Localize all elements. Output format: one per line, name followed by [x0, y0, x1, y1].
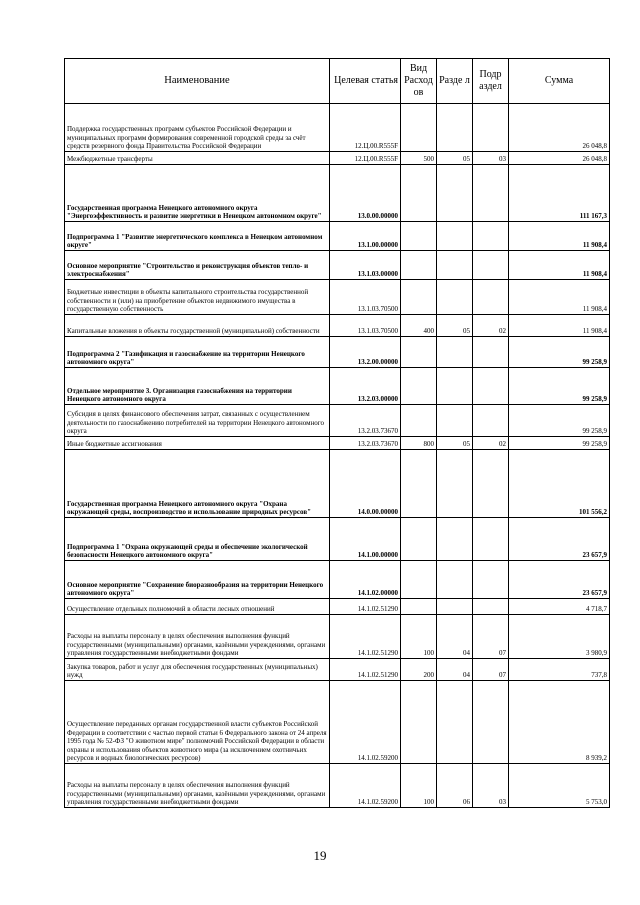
- table-row: [65, 315, 610, 337]
- row-name: Закупка товаров, работ и услуг для обеспечения государственных (муниципальных) нужд: [65, 659, 330, 681]
- row-subsection: [473, 104, 509, 152]
- row-name: Капитальные вложения в объекты государственной (муниципальной) собственности: [65, 315, 330, 337]
- row-section: 06: [437, 764, 473, 808]
- row-sum: 11 908,4: [509, 251, 610, 280]
- row-subsection: [473, 165, 509, 222]
- row-name: Государственная программа Ненецкого автономного округа "Энергоэффективность и развитие энергетики в Ненецком автономном округе": [65, 165, 330, 222]
- row-expense-type: [401, 251, 437, 280]
- table-row: [65, 152, 610, 165]
- table-row: [65, 450, 610, 518]
- row-name: Основное мероприятие "Сохранение биоразнообразия на территории Ненецкого автономного округа": [65, 561, 330, 599]
- table-row: [65, 165, 610, 222]
- row-expense-type: [401, 368, 437, 405]
- row-section: [437, 104, 473, 152]
- row-name: Поддержка государственных программ субъектов Российской Федерации и муниципальных программ формирования современной городской среды за счёт средств резервного фонда Правительства Российской Федерации: [65, 104, 330, 152]
- row-section: 05: [437, 437, 473, 450]
- row-expense-type: 200: [401, 659, 437, 681]
- row-expense-type: [401, 337, 437, 368]
- page-number: 19: [313, 848, 327, 863]
- row-subsection: [473, 450, 509, 518]
- row-expense-type: [401, 104, 437, 152]
- row-sum: 3 980,9: [509, 615, 610, 659]
- row-section: [437, 561, 473, 599]
- table-row: [65, 764, 610, 808]
- row-expense-type: [401, 280, 437, 315]
- row-name: Основное мероприятие "Строительство и реконструкция объектов тепло- и электроснабжения": [65, 251, 330, 280]
- row-expense-type: 100: [401, 615, 437, 659]
- row-target-article: 14.1.00.00000: [330, 518, 401, 561]
- row-expense-type: [401, 405, 437, 437]
- row-subsection: [473, 337, 509, 368]
- row-sum: 99 258,9: [509, 437, 610, 450]
- row-sum: 11 908,4: [509, 222, 610, 251]
- budget-table: [64, 58, 610, 808]
- row-name: Осуществление переданных органам государственной власти субъектов Российской Федерации в соответствии с частью первой статьи 6 Федерального закона от 24 апреля 1995 года № 52-ФЗ "О животном мире" полномочий Российской Федерации в области охраны и использования объектов животного мира (за исключением охотничьих ресурсов и водных биологических ресурсов): [65, 681, 330, 764]
- row-section: [437, 337, 473, 368]
- row-subsection: [473, 599, 509, 615]
- table-row: [65, 222, 610, 251]
- row-subsection: [473, 222, 509, 251]
- row-sum: 99 258,9: [509, 405, 610, 437]
- table-row: [65, 615, 610, 659]
- row-target-article: 13.1.00.00000: [330, 222, 401, 251]
- row-subsection: 03: [473, 152, 509, 165]
- row-subsection: [473, 280, 509, 315]
- header-subsection: Подр аздел: [473, 59, 509, 104]
- row-expense-type: [401, 518, 437, 561]
- row-name: Подпрограмма 1 "Охрана окружающей среды и обеспечение экологической безопасности Ненецкого автономного округа": [65, 518, 330, 561]
- table-row: [65, 337, 610, 368]
- row-name: Подпрограмма 1 "Развитие энергетического комплекса в Ненецком автономном округе": [65, 222, 330, 251]
- row-section: [437, 405, 473, 437]
- row-target-article: 13.2.03.73670: [330, 405, 401, 437]
- row-name: Субсидия в целях финансового обеспечения затрат, связанных с осуществлением деятельности по газоснабжению потребителей на территории Ненецкого автономного округа: [65, 405, 330, 437]
- header-sum: Сумма: [509, 59, 610, 104]
- row-sum: 11 908,4: [509, 315, 610, 337]
- row-name: Осуществление отдельных полномочий в области лесных отношений: [65, 599, 330, 615]
- row-target-article: 14.1.02.51290: [330, 659, 401, 681]
- row-expense-type: [401, 561, 437, 599]
- row-expense-type: [401, 165, 437, 222]
- row-expense-type: 800: [401, 437, 437, 450]
- table-row: [65, 681, 610, 764]
- row-sum: 111 167,3: [509, 165, 610, 222]
- row-expense-type: 500: [401, 152, 437, 165]
- row-target-article: 14.1.02.59200: [330, 681, 401, 764]
- row-section: [437, 222, 473, 251]
- row-section: [437, 280, 473, 315]
- row-section: 04: [437, 615, 473, 659]
- row-sum: 5 753,0: [509, 764, 610, 808]
- row-subsection: [473, 251, 509, 280]
- row-section: [437, 368, 473, 405]
- header-target-article: Целевая статья: [330, 59, 401, 104]
- row-section: [437, 251, 473, 280]
- row-section: [437, 599, 473, 615]
- row-sum: 99 258,9: [509, 337, 610, 368]
- row-target-article: 13.0.00.00000: [330, 165, 401, 222]
- table-row: [65, 251, 610, 280]
- table-row: [65, 659, 610, 681]
- row-subsection: [473, 518, 509, 561]
- row-target-article: 13.2.03.73670: [330, 437, 401, 450]
- row-target-article: 13.1.03.70500: [330, 315, 401, 337]
- row-expense-type: [401, 450, 437, 518]
- row-subsection: 02: [473, 437, 509, 450]
- table-row: [65, 368, 610, 405]
- row-expense-type: 100: [401, 764, 437, 808]
- row-sum: 26 048,8: [509, 104, 610, 152]
- header-expense-type: Вид Расход ов: [401, 59, 437, 104]
- row-target-article: 14.1.02.51290: [330, 599, 401, 615]
- row-subsection: 07: [473, 615, 509, 659]
- row-name: Отдельное мероприятие 3. Организация газоснабжения на территории Ненецкого автономного округа: [65, 368, 330, 405]
- row-section: [437, 518, 473, 561]
- row-section: 04: [437, 659, 473, 681]
- table-row: [65, 280, 610, 315]
- row-section: 05: [437, 152, 473, 165]
- row-expense-type: [401, 599, 437, 615]
- row-target-article: 13.2.03.00000: [330, 368, 401, 405]
- row-target-article: 12.Ц.00.R555F: [330, 104, 401, 152]
- row-sum: 99 258,9: [509, 368, 610, 405]
- row-section: [437, 681, 473, 764]
- row-name: Государственная программа Ненецкого автономного округа "Охрана окружающей среды, воспроизводство и использование природных ресурсов": [65, 450, 330, 518]
- row-target-article: 14.1.02.00000: [330, 561, 401, 599]
- row-target-article: 14.1.02.51290: [330, 615, 401, 659]
- header-section: Разде л: [437, 59, 473, 104]
- row-target-article: 14.0.00.00000: [330, 450, 401, 518]
- table-row: [65, 518, 610, 561]
- table-body: [65, 104, 610, 808]
- row-name: Иные бюджетные ассигнования: [65, 437, 330, 450]
- row-sum: 8 939,2: [509, 681, 610, 764]
- row-expense-type: 400: [401, 315, 437, 337]
- row-name: Расходы на выплаты персоналу в целях обеспечения выполнения функций государственными (муниципальными) органами, казёнными учреждениями, органами управления государственными внебюджетными фондами: [65, 764, 330, 808]
- row-sum: 101 556,2: [509, 450, 610, 518]
- table-row: [65, 405, 610, 437]
- row-subsection: 07: [473, 659, 509, 681]
- table-row: [65, 437, 610, 450]
- row-sum: 23 657,9: [509, 561, 610, 599]
- row-section: 05: [437, 315, 473, 337]
- table-row: [65, 561, 610, 599]
- row-subsection: 03: [473, 764, 509, 808]
- row-expense-type: [401, 681, 437, 764]
- row-sum: 23 657,9: [509, 518, 610, 561]
- row-section: [437, 165, 473, 222]
- row-subsection: [473, 681, 509, 764]
- row-subsection: [473, 561, 509, 599]
- row-sum: 4 718,7: [509, 599, 610, 615]
- row-target-article: 13.2.00.00000: [330, 337, 401, 368]
- row-sum: 26 048,8: [509, 152, 610, 165]
- table-row: [65, 599, 610, 615]
- header-name: Наименование: [65, 59, 330, 104]
- row-subsection: 02: [473, 315, 509, 337]
- row-name: Межбюджетные трансферты: [65, 152, 330, 165]
- row-subsection: [473, 405, 509, 437]
- table-header-row: [65, 59, 610, 104]
- row-target-article: 12.Ц.00.R555F: [330, 152, 401, 165]
- row-name: Расходы на выплаты персоналу в целях обеспечения выполнения функций государственными (муниципальными) органами, казёнными учреждениями, органами управления государственными внебюджетными фондами: [65, 615, 330, 659]
- row-sum: 11 908,4: [509, 280, 610, 315]
- row-subsection: [473, 368, 509, 405]
- row-target-article: 13.1.03.00000: [330, 251, 401, 280]
- row-expense-type: [401, 222, 437, 251]
- table-row: [65, 104, 610, 152]
- row-name: Подпрограмма 2 "Газификация и газоснабжение на территории Ненецкого автономного округа": [65, 337, 330, 368]
- row-target-article: 14.1.02.59200: [330, 764, 401, 808]
- row-sum: 737,8: [509, 659, 610, 681]
- row-section: [437, 450, 473, 518]
- row-target-article: 13.1.03.70500: [330, 280, 401, 315]
- row-name: Бюджетные инвестиции в объекты капитального строительства государственной собственности и (или) на приобретение объектов недвижимого имущества в государственную собственность: [65, 280, 330, 315]
